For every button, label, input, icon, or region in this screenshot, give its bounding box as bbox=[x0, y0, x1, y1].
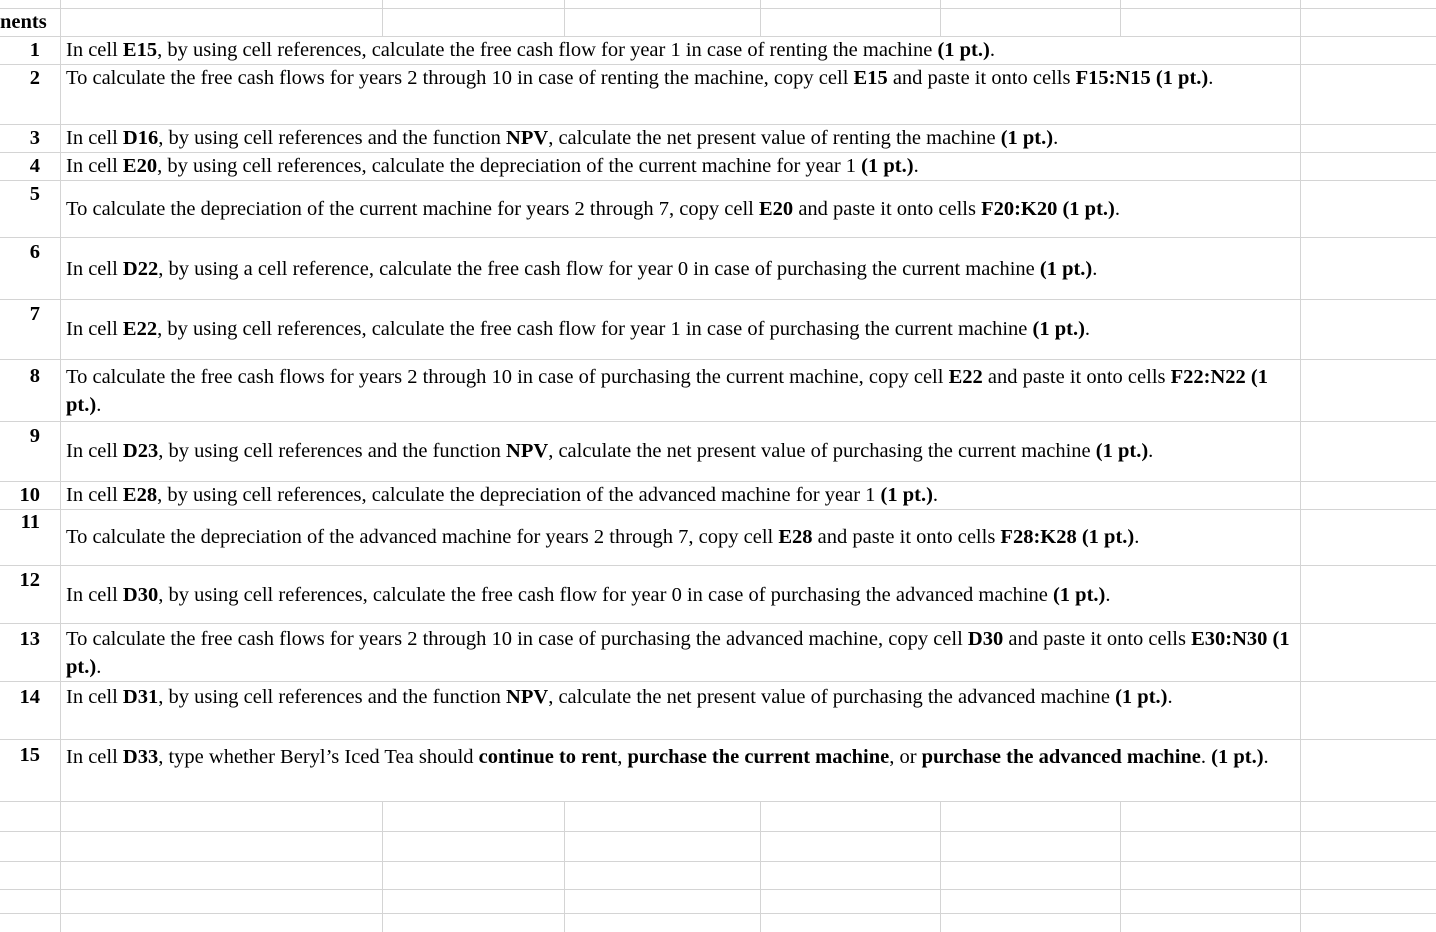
bold-text: F22:N22 bbox=[1170, 366, 1246, 388]
bold-text: E20 bbox=[759, 198, 794, 220]
bold-text: E28 bbox=[122, 484, 158, 506]
instruction-text: In cell bbox=[66, 686, 123, 708]
instruction-text: . bbox=[96, 394, 102, 416]
instruction-text: , by using cell references, calculate the free cash flow for year 0 in case of purchasing the advanced machine bbox=[158, 584, 1053, 606]
bold-text: (1 pt.) bbox=[1000, 127, 1054, 149]
bold-text: (1 pt.) bbox=[1081, 526, 1135, 548]
instruction-text: . bbox=[1134, 526, 1140, 548]
bold-text: purchase the current machine bbox=[627, 746, 890, 768]
instruction-cell[interactable] bbox=[66, 315, 1298, 343]
bold-text: purchase the advanced machine bbox=[921, 746, 1201, 768]
row-number: 13 bbox=[19, 628, 40, 650]
bold-text: F20:K20 bbox=[981, 198, 1058, 220]
instruction-text: , calculate the net present value of purchasing the advanced machine bbox=[548, 686, 1116, 708]
instruction-cell[interactable] bbox=[66, 36, 1298, 64]
grid-row-line bbox=[0, 831, 1436, 832]
instruction-cell[interactable] bbox=[66, 481, 1298, 509]
grid-row-line bbox=[0, 913, 1436, 914]
instruction-text: In cell bbox=[66, 258, 123, 280]
grid-column-line bbox=[940, 801, 941, 932]
grid-row-line bbox=[0, 739, 1436, 740]
row-number: 14 bbox=[19, 686, 40, 708]
grid-column-line bbox=[940, 0, 941, 36]
instruction-text: . bbox=[1200, 746, 1212, 768]
grid-row-line bbox=[0, 681, 1436, 682]
bold-text: D30 bbox=[122, 584, 159, 606]
instruction-text: . bbox=[1114, 198, 1120, 220]
instruction-text: , by using cell references, calculate the depreciation of the advanced machine for year 1 bbox=[157, 484, 881, 506]
instruction-text: In cell bbox=[66, 318, 123, 340]
bold-text: (1 pt.) bbox=[66, 628, 1290, 678]
bold-text: E30:N30 bbox=[1191, 628, 1268, 650]
bold-text: (1 pt.) bbox=[1039, 258, 1093, 280]
row-number: 7 bbox=[29, 303, 40, 325]
instruction-text: , calculate the net present value of renting the machine bbox=[548, 127, 1001, 149]
grid-column-line bbox=[760, 801, 761, 932]
grid-column-line bbox=[382, 0, 383, 36]
bold-text: continue to rent bbox=[478, 746, 618, 768]
instruction-text: To calculate the free cash flows for years 2 through 10 in case of purchasing the advanced machine, copy cell bbox=[66, 628, 968, 650]
row-number: 11 bbox=[20, 511, 40, 533]
instruction-text: To calculate the free cash flows for years 2 through 10 in case of renting the machine, copy cell bbox=[66, 67, 854, 89]
grid-row-line bbox=[0, 8, 1436, 9]
bold-text: (1 pt.) bbox=[1211, 746, 1264, 768]
grid-row-line bbox=[0, 861, 1436, 862]
instruction-cell[interactable] bbox=[66, 255, 1298, 283]
bold-text: D33 bbox=[122, 746, 159, 768]
bold-text: E20 bbox=[122, 155, 158, 177]
instruction-cell[interactable] bbox=[66, 625, 1298, 681]
instruction-text: and paste it onto cells bbox=[793, 198, 982, 220]
instruction-text: . bbox=[96, 656, 102, 678]
row-number: 8 bbox=[29, 365, 40, 387]
column-header-cell[interactable]: nents bbox=[0, 11, 47, 33]
row-number: 1 bbox=[29, 39, 40, 61]
instruction-text: , by using cell references and the function bbox=[158, 686, 507, 708]
row-number: 10 bbox=[19, 484, 40, 506]
row-number: 9 bbox=[29, 425, 40, 447]
instruction-text: , by using cell references, calculate the free cash flow for year 1 in case of renting the machine bbox=[157, 39, 938, 61]
instruction-cell[interactable] bbox=[66, 124, 1298, 152]
instruction-text: . bbox=[1092, 258, 1098, 280]
instruction-text: . bbox=[1105, 584, 1111, 606]
grid-row-line bbox=[0, 359, 1436, 360]
instruction-text: . bbox=[913, 155, 919, 177]
grid-column-line bbox=[760, 0, 761, 36]
grid-row-line bbox=[0, 565, 1436, 566]
row-number: 5 bbox=[29, 183, 40, 205]
bold-text: (1 pt.) bbox=[1062, 198, 1115, 220]
grid-column-line bbox=[382, 801, 383, 932]
row-number: 2 bbox=[29, 67, 40, 89]
instruction-text: In cell bbox=[66, 39, 123, 61]
instruction-text: , by using cell references and the function bbox=[158, 440, 507, 462]
instruction-text: , by using cell references and the function bbox=[158, 127, 507, 149]
instruction-text: , by using cell references, calculate the depreciation of the current machine for year 1 bbox=[157, 155, 862, 177]
grid-row-line bbox=[0, 509, 1436, 510]
grid-row-line bbox=[0, 889, 1436, 890]
row-number: 4 bbox=[29, 155, 40, 177]
bold-text: (1 pt.) bbox=[937, 39, 990, 61]
instruction-text: and paste it onto cells bbox=[1003, 628, 1192, 650]
bold-text: (1 pt.) bbox=[1032, 318, 1085, 340]
instruction-text: and paste it onto cells bbox=[887, 67, 1076, 89]
instruction-text: In cell bbox=[66, 440, 123, 462]
bold-text: E22 bbox=[122, 318, 158, 340]
bold-text: (1 pt.) bbox=[66, 366, 1268, 416]
instruction-text: . bbox=[1167, 686, 1173, 708]
instruction-text: and paste it onto cells bbox=[982, 366, 1171, 388]
instruction-text: To calculate the depreciation of the advanced machine for years 2 through 7, copy cell bbox=[66, 526, 779, 548]
bold-text: F15:N15 bbox=[1075, 67, 1151, 89]
bold-text: (1 pt.) bbox=[1052, 584, 1106, 606]
row-number: 15 bbox=[19, 744, 40, 766]
instruction-text: In cell bbox=[66, 127, 123, 149]
bold-text: (1 pt.) bbox=[1095, 440, 1149, 462]
bold-text: D30 bbox=[967, 628, 1004, 650]
instruction-text: In cell bbox=[66, 155, 123, 177]
grid-row-line bbox=[0, 180, 1436, 181]
row-number: 3 bbox=[29, 127, 40, 149]
instruction-text: , by using a cell reference, calculate the free cash flow for year 0 in case of purchasing the current machine bbox=[158, 258, 1040, 280]
grid-column-line bbox=[564, 801, 565, 932]
row-number: 12 bbox=[19, 569, 40, 591]
bold-text: E22 bbox=[948, 366, 983, 388]
instruction-text: . bbox=[1208, 67, 1214, 89]
instruction-text: . bbox=[1263, 746, 1269, 768]
grid-column-line bbox=[564, 0, 565, 36]
bold-text: E15 bbox=[853, 67, 888, 89]
instruction-cell[interactable] bbox=[66, 523, 1298, 551]
instruction-text: , type whether Beryl’s Iced Tea should bbox=[158, 746, 479, 768]
instruction-cell[interactable] bbox=[66, 437, 1298, 465]
bold-text: D31 bbox=[122, 686, 159, 708]
instruction-text: , or bbox=[889, 746, 922, 768]
bold-text: (1 pt.) bbox=[1115, 686, 1168, 708]
bold-text: NPV bbox=[506, 127, 549, 149]
bold-text: (1 pt.) bbox=[861, 155, 914, 177]
bold-text: NPV bbox=[506, 686, 549, 708]
instruction-cell[interactable] bbox=[66, 581, 1298, 609]
grid-column-line bbox=[1120, 801, 1121, 932]
grid-row-line bbox=[0, 623, 1436, 624]
instruction-text: To calculate the free cash flows for years 2 through 10 in case of purchasing the current machine, copy cell bbox=[66, 366, 949, 388]
instruction-text: . bbox=[1148, 440, 1154, 462]
grid-column-line bbox=[60, 0, 61, 932]
instruction-cell[interactable] bbox=[66, 64, 1298, 92]
instruction-text: To calculate the depreciation of the current machine for years 2 through 7, copy cell bbox=[66, 198, 759, 220]
grid-row-line bbox=[0, 421, 1436, 422]
instruction-text: and paste it onto cells bbox=[812, 526, 1001, 548]
instruction-text: , bbox=[617, 746, 628, 768]
bold-text: F28:K28 bbox=[1000, 526, 1077, 548]
instruction-text: In cell bbox=[66, 746, 123, 768]
row-number: 6 bbox=[29, 241, 40, 263]
instruction-cell[interactable] bbox=[66, 152, 1298, 180]
instruction-cell[interactable] bbox=[66, 743, 1298, 771]
instruction-text: , by using cell references, calculate the free cash flow for year 1 in case of purchasing the current machine bbox=[157, 318, 1033, 340]
instruction-text: In cell bbox=[66, 584, 123, 606]
instruction-cell[interactable] bbox=[66, 195, 1298, 223]
grid-column-line bbox=[1300, 0, 1301, 932]
grid-row-line bbox=[0, 299, 1436, 300]
instruction-text: . bbox=[989, 39, 995, 61]
instruction-text: In cell bbox=[66, 484, 123, 506]
instruction-text: . bbox=[1053, 127, 1059, 149]
instruction-text: . bbox=[932, 484, 939, 506]
bold-text: D16 bbox=[122, 127, 159, 149]
instruction-text: . bbox=[1084, 318, 1091, 340]
bold-text: D23 bbox=[122, 440, 159, 462]
instruction-cell[interactable] bbox=[66, 683, 1298, 711]
bold-text: (1 pt.) bbox=[880, 484, 933, 506]
grid-row-line bbox=[0, 801, 1436, 802]
bold-text: NPV bbox=[506, 440, 549, 462]
bold-text: D22 bbox=[122, 258, 159, 280]
bold-text: (1 pt.) bbox=[1155, 67, 1209, 89]
instruction-cell[interactable] bbox=[66, 363, 1298, 419]
bold-text: E28 bbox=[778, 526, 813, 548]
grid-row-line bbox=[0, 237, 1436, 238]
grid-column-line bbox=[1120, 0, 1121, 36]
bold-text: E15 bbox=[122, 39, 158, 61]
instruction-text: , calculate the net present value of purchasing the current machine bbox=[548, 440, 1096, 462]
